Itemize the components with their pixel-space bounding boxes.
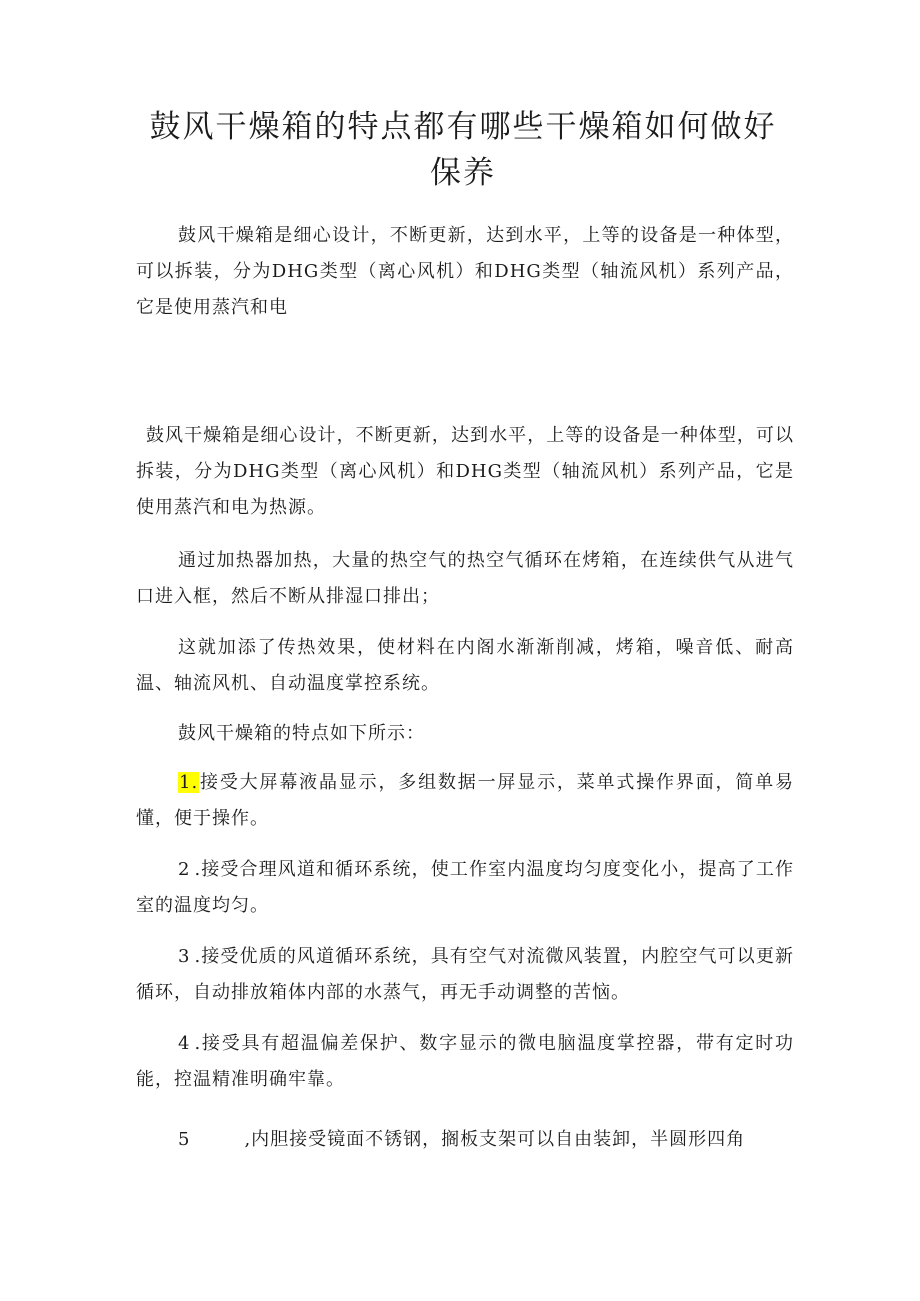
feature-text: .接受优质的风道循环系统，具有空气对流微风装置，内腔空气可以更新循环，自动排放箱体内部的水蒸气，再无手动调整的苦恼。: [136, 946, 794, 1003]
feature-text: .接受具有超温偏差保护、数字显示的微电脑温度掌控器，带有定时功能，控温精准明确牢靠。: [136, 1033, 794, 1090]
feature-item-2: [136, 852, 794, 924]
feature-number: 4: [178, 1033, 191, 1054]
feature-item-3: [136, 939, 794, 1011]
heating-paragraph: 通过加热器加热，大量的热空气的热空气循环在烤箱，在连续供气从进气口进入框，然后不断从排湿口排出；: [136, 550, 794, 607]
feature-item-4: [136, 1026, 794, 1098]
feature-number-highlight: 1.: [179, 772, 199, 793]
features-intro: 鼓风干燥箱的特点如下所示：: [178, 723, 425, 744]
feature-text: .接受合理风道和循环系统，使工作室内温度均匀度变化小，提高了工作室的温度均匀。: [136, 859, 794, 916]
feature-number: 5: [178, 1129, 191, 1150]
effect-paragraph: 这就加添了传热效果，使材料在内阁水渐渐削减，烤箱，噪音低、耐高温、轴流风机、自动温度掌控系统。: [136, 637, 794, 694]
feature-item-5: [136, 1122, 794, 1158]
feature-text: ,内胆接受镜面不锈钢，搁板支架可以自由装卸，半圆形四角: [244, 1129, 746, 1150]
feature-number: 3: [178, 946, 191, 967]
feature-number: 2: [178, 859, 191, 880]
intro-paragraph: 鼓风干燥箱是细心设计，不断更新，达到水平，上等的设备是一种体型，可以拆装，分为DHG类型（离心风机）和DHG类型（轴流风机）系列产品，它是使用蒸汽和电: [136, 225, 794, 318]
intro-repeat-paragraph: 鼓风干燥箱是细心设计，不断更新，达到水平，上等的设备是一种体型，可以拆装，分为DHG类型（离心风机）和DHG类型（轴流风机）系列产品，它是使用蒸汽和电为热源。: [136, 425, 794, 518]
feature-item-1: [136, 765, 794, 837]
page-title: 鼓风干燥箱的特点都有哪些干燥箱如何做好保养: [149, 109, 777, 191]
feature-text: 接受大屏幕液晶显示，多组数据一屏显示，菜单式操作界面，简单易懂，便于操作。: [136, 772, 794, 829]
